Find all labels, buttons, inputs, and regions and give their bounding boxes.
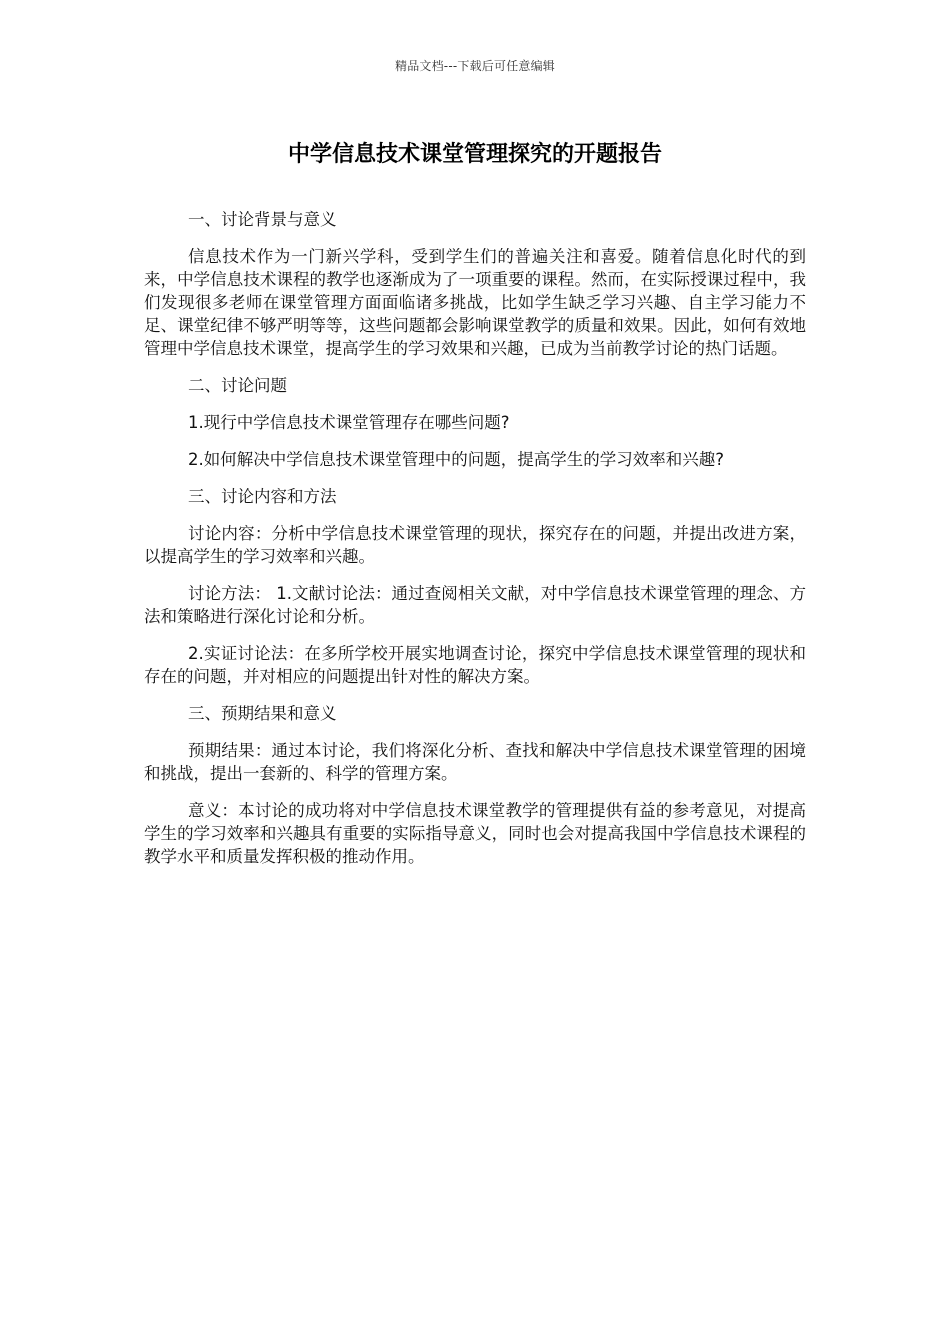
paragraph-research-method-1: 讨论方法： 1.文献讨论法：通过查阅相关文献，对中学信息技术课堂管理的理念、方法和策略进行深化讨论和分析。 <box>144 584 806 626</box>
header-note: 精品文档---下载后可任意编辑 <box>395 59 555 73</box>
paragraph-background: 信息技术作为一门新兴学科，受到学生们的普遍关注和喜爱。随着信息化时代的到来，中学信息技术课程的教学也逐渐成为了一项重要的课程。然而，在实际授课过程中，我们发现很多老师在课堂管理方面面临诸多挑战，比如学生缺乏学习兴趣、自主学习能力不足、课堂纪律不够严明等等，这些问题都会影响课堂教学的质量和效果。因此，如何有效地管理中学信息技术课堂，提高学生的学习效果和兴趣，已成为当前教学讨论的热门话题。 <box>144 247 806 358</box>
question-item-1: 1.现行中学信息技术课堂管理存在哪些问题? <box>188 413 510 432</box>
document-title: 中学信息技术课堂管理探究的开题报告 <box>287 142 662 167</box>
paragraph-research-content: 讨论内容：分析中学信息技术课堂管理的现状，探究存在的问题，并提出改进方案，以提高学生的学习效率和兴趣。 <box>144 524 806 566</box>
section-heading-content-methods: 三、讨论内容和方法 <box>188 487 337 506</box>
paragraph-research-method-2: 2.实证讨论法：在多所学校开展实地调查讨论，探究中学信息技术课堂管理的现状和存在的问题，并对相应的问题提出针对性的解决方案。 <box>144 644 806 686</box>
paragraph-significance: 意义：本讨论的成功将对中学信息技术课堂教学的管理提供有益的参考意见，对提高学生的学习效率和兴趣具有重要的实际指导意义，同时也会对提高我国中学信息技术课程的教学水平和质量发挥积极的推动作用。 <box>144 801 806 866</box>
question-item-2: 2.如何解决中学信息技术课堂管理中的问题，提高学生的学习效率和兴趣? <box>188 450 725 469</box>
document-body <box>144 208 806 882</box>
section-heading-questions: 二、讨论问题 <box>188 376 287 395</box>
section-heading-background: 一、讨论背景与意义 <box>188 210 337 229</box>
paragraph-expected-results: 预期结果：通过本讨论，我们将深化分析、查找和解决中学信息技术课堂管理的困境和挑战，提出一套新的、科学的管理方案。 <box>144 741 806 783</box>
section-heading-expected-results: 三、预期结果和意义 <box>188 704 337 723</box>
